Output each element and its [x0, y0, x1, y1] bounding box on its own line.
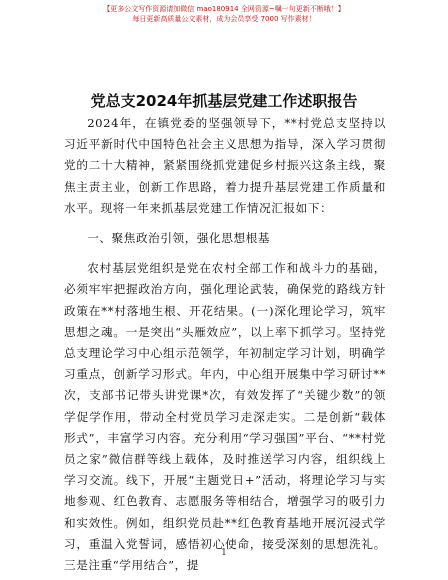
promo-banner-line-1: 【更多公文写作资源请加微信 mao180914 全网资源~嘱一句更新不断哦！】 — [103, 5, 345, 13]
page-number: 1 — [221, 548, 227, 558]
intro-paragraph: 2024年，在镇党委的坚强领导下，**村党总支坚持以习近平新时代中国特色社会主义思想为指导，深入学习贯彻党的二十大精神，紧紧围绕抓党建促乡村振兴这条主线，聚焦主责主业，创新工作思路，着力提升基层党建工作质量和水平。现将一年来抓基层党建工作情况汇报如下： — [64, 116, 386, 215]
document-body — [64, 113, 386, 576]
promo-banner — [0, 4, 448, 24]
section-paragraph: 农村基层党组织是党在农村全部工作和战斗力的基础，必须牢牢把握政治方向，强化理论武装，确保党的路线方针政策在**村落地生根、开花结果。(一)深化理论学习，筑牢思想之魂。一是突出“头雁效应”，以上率下抓学习。坚持党总支理论学习中心组示范领学，年初制定学习计划，明确学习重点，创新学习形式。年内，中心组开展集中学习研讨**次，支部书记带头讲党课*次，有效发挥了“关键少数”的领学促学作用，带动全村党员学习走深走实。二是创新“载体形式”，丰富学习内容。充分利用“学习强国”平台、“**村党员之家”微信群等线上载体，及时推送学习内容，组织线上学习交流。线下，开展“主题党日+”活动，将理论学习与实地参观、红色教育、志愿服务等相结合，增强学习的吸引力和实效性。例如，组织党员赴**红色教育基地开展沉浸式学习，重温入党誓词，感悟初心使命，接受深刻的思想洗礼。三是注重“学用结合”，提 — [64, 261, 386, 573]
document-title: 党总支2024年抓基层党建工作述职报告 — [90, 92, 358, 110]
section-heading: 一、聚焦政治引领，强化思想根基 — [87, 231, 271, 246]
promo-banner-line-2: 每日更新高质量公文素材，成为会员享受 7000 写作素材！ — [132, 15, 316, 23]
